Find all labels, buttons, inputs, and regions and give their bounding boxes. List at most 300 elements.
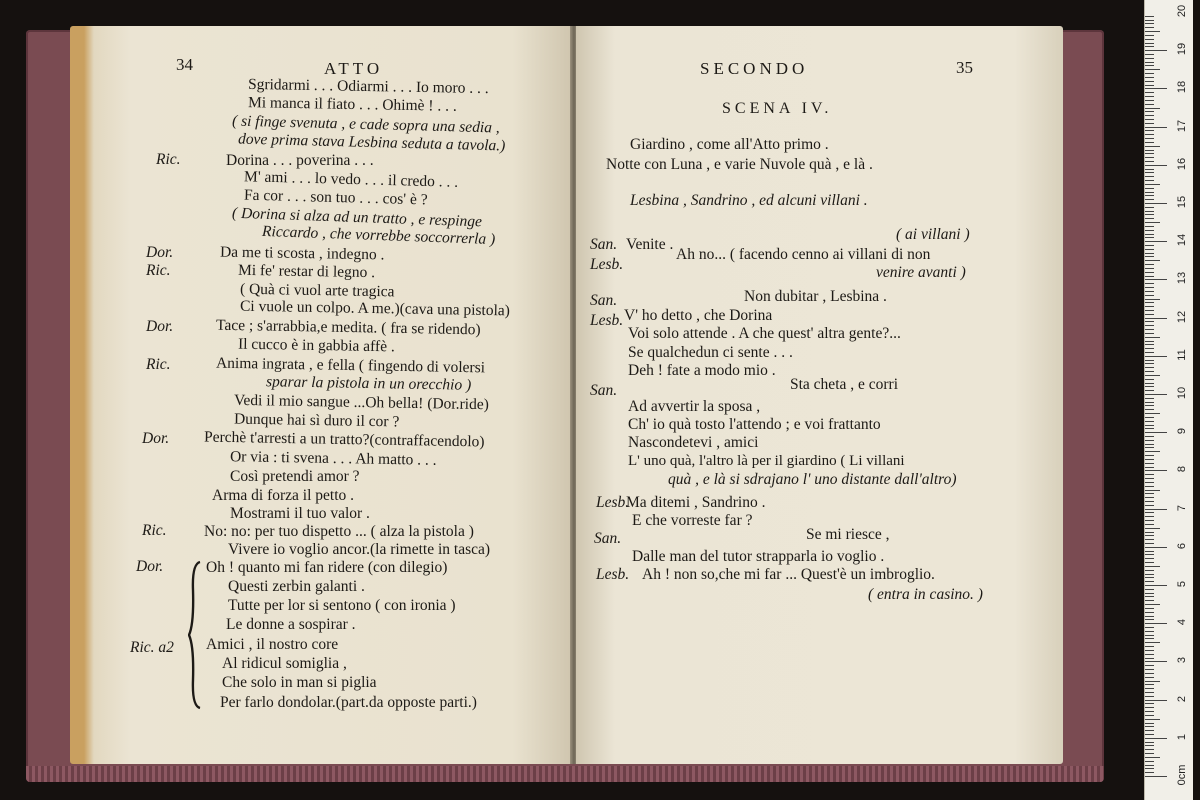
ruler-tick — [1145, 417, 1154, 418]
ruler-tick — [1145, 272, 1154, 273]
ruler-tick — [1145, 715, 1154, 716]
ruler-tick — [1145, 444, 1154, 445]
ruler-tick — [1145, 199, 1154, 200]
ruler-tick — [1145, 558, 1154, 559]
speaker-label: Lesb. — [590, 312, 624, 329]
ruler-tick — [1145, 379, 1154, 380]
verse-line: Ma ditemi , Sandrino . — [626, 494, 766, 511]
ruler-tick — [1145, 425, 1154, 426]
ruler-tick — [1145, 528, 1160, 529]
ruler-tick — [1145, 543, 1154, 544]
speaker-label: San. — [590, 382, 618, 399]
stage-direction: ( ai villani ) — [896, 226, 970, 243]
verse-line: Mostrami il tuo valor . — [230, 505, 370, 522]
ruler-tick — [1145, 673, 1154, 674]
ruler-tick — [1145, 100, 1154, 101]
ruler-tick — [1145, 707, 1154, 708]
ruler-tick — [1145, 108, 1160, 109]
ruler-tick — [1145, 333, 1154, 334]
ruler-tick — [1145, 482, 1154, 483]
ruler-tick — [1145, 325, 1154, 326]
ruler-tick — [1145, 726, 1154, 727]
ruler-tick — [1145, 127, 1167, 128]
speaker-label: Ric. — [142, 522, 167, 539]
ruler-tick — [1145, 341, 1154, 342]
ruler-tick — [1145, 432, 1167, 433]
ruler-tick — [1145, 627, 1154, 628]
verse-line: Ah ! non so,che mi far ... Quest'è un imbroglio. — [642, 566, 935, 583]
ruler-tick — [1145, 409, 1154, 410]
ruler-tick — [1145, 253, 1154, 254]
ruler-label: 13 — [1176, 272, 1188, 285]
ruler-tick — [1145, 516, 1154, 517]
ruler-tick — [1145, 749, 1154, 750]
verse-line: Vivere io voglio ancor.(la rimette in tasca) — [228, 541, 491, 558]
ruler-tick — [1145, 589, 1154, 590]
ruler-tick — [1145, 104, 1154, 105]
ruler-tick — [1145, 211, 1154, 212]
ruler-label: 11 — [1176, 349, 1188, 361]
ruler-tick — [1145, 81, 1154, 82]
ruler-tick — [1145, 497, 1154, 498]
ruler-tick — [1145, 62, 1154, 63]
ruler-tick — [1145, 505, 1154, 506]
ruler-tick — [1145, 69, 1160, 70]
ruler-tick — [1145, 768, 1154, 769]
ruler-tick — [1145, 184, 1160, 185]
ruler-tick — [1145, 390, 1154, 391]
left-page — [70, 26, 573, 764]
ruler-tick — [1145, 85, 1154, 86]
ruler-tick — [1145, 318, 1167, 319]
page-number-left: 34 — [176, 55, 193, 74]
ruler-tick — [1145, 268, 1154, 269]
ruler-tick — [1145, 455, 1154, 456]
ruler-tick — [1145, 692, 1154, 693]
ruler-tick — [1145, 146, 1160, 147]
ruler-tick — [1145, 436, 1154, 437]
ruler-tick — [1145, 43, 1154, 44]
verse-line: Questi zerbin galanti . — [228, 578, 365, 595]
ruler-tick — [1145, 470, 1167, 471]
ruler-tick — [1145, 276, 1154, 277]
ruler-tick — [1145, 509, 1167, 510]
stage-direction: venire avanti ) — [876, 264, 966, 281]
ruler-tick — [1145, 451, 1160, 452]
verse-line: M' ami . . . lo vedo . . . il credo . . . — [243, 168, 459, 191]
ruler-tick — [1145, 203, 1167, 204]
ruler-tick — [1145, 596, 1154, 597]
ruler-tick — [1145, 115, 1154, 116]
ruler-tick — [1145, 119, 1154, 120]
ruler-tick — [1145, 356, 1167, 357]
ruler-tick — [1145, 314, 1154, 315]
verse-line: Non dubitar , Lesbina . — [744, 288, 887, 305]
ruler-tick — [1145, 581, 1154, 582]
ruler-tick — [1145, 256, 1154, 257]
verse-line: Le donne a sospirar . — [226, 616, 356, 633]
ruler-tick — [1145, 92, 1154, 93]
ruler-tick — [1145, 138, 1154, 139]
verse-line: Per farlo dondolar.(part.da opposte parti.) — [220, 694, 477, 711]
right-page — [576, 26, 1063, 764]
verse-line: Amici , il nostro core — [206, 636, 339, 653]
verse-line: Arma di forza il petto . — [212, 487, 355, 504]
verse-line: Perchè t'arresti a un tratto?(contraffacendolo) — [203, 428, 485, 451]
ruler-tick — [1145, 608, 1154, 609]
ruler-tick — [1145, 360, 1154, 361]
ruler-tick — [1145, 16, 1154, 17]
ruler-tick — [1145, 570, 1154, 571]
ruler-tick — [1145, 612, 1154, 613]
ruler-tick — [1145, 245, 1154, 246]
stage-direction: ( entra in casino. ) — [868, 586, 983, 603]
ruler-tick — [1145, 757, 1160, 758]
speaker-label: Ric. — [146, 262, 171, 279]
verse-line: Nascondetevi , amici — [628, 434, 759, 451]
verse-line: Vedi il mio sangue ...Oh bella! (Dor.ride) — [233, 391, 489, 414]
setting-line: Notte con Luna , e varie Nuvole quà , e là . — [606, 156, 873, 173]
ruler-tick — [1145, 27, 1154, 28]
ruler-tick — [1145, 742, 1154, 743]
ruler-tick — [1145, 230, 1154, 231]
verse-line: E che vorreste far ? — [632, 512, 753, 529]
ruler-label: 2 — [1176, 695, 1188, 702]
ruler-tick — [1145, 54, 1154, 55]
ruler-label: 18 — [1176, 81, 1188, 94]
speaker-label: Dor. — [146, 318, 174, 335]
ruler-tick — [1145, 745, 1154, 746]
ruler-tick — [1145, 658, 1154, 659]
ruler-tick — [1145, 375, 1160, 376]
ruler-tick — [1145, 88, 1167, 89]
ruler-label: 9 — [1176, 428, 1188, 435]
ruler-label: 5 — [1176, 580, 1188, 588]
ruler-tick — [1145, 20, 1154, 21]
ruler-tick — [1145, 493, 1154, 494]
stage-direction: sparar la pistola in un orecchio ) — [265, 373, 472, 394]
ruler-tick — [1145, 776, 1167, 777]
ruler-tick — [1145, 241, 1167, 242]
verse-line: Dalle man del tutor strapparla io voglio . — [632, 548, 885, 565]
ruler-tick — [1145, 753, 1154, 754]
verse-line: Sgridarmi . . . Odiarmi . . . Io moro . . . — [247, 75, 489, 98]
ruler-tick — [1145, 623, 1167, 624]
verse-line: Da me ti scosta , indegno . — [219, 243, 385, 264]
verse-line: Deh ! fate a modo mio . — [628, 362, 776, 379]
ruler-label: 19 — [1176, 43, 1188, 56]
ruler-tick — [1145, 23, 1154, 24]
ruler-tick — [1145, 310, 1154, 311]
ruler-tick — [1145, 130, 1154, 131]
ruler-tick — [1145, 447, 1154, 448]
ruler-tick — [1145, 157, 1154, 158]
running-head-right: SECONDO — [700, 59, 809, 78]
ruler-tick — [1145, 642, 1160, 643]
ruler-label: 1 — [1176, 733, 1188, 740]
ruler-tick — [1145, 661, 1167, 662]
ruler-tick — [1145, 344, 1154, 345]
verse-line: Ad avvertir la sposa , — [628, 398, 761, 415]
running-head-left: ATTO — [324, 59, 384, 78]
ruler-tick — [1145, 711, 1154, 712]
ruler-tick — [1145, 577, 1154, 578]
ruler-tick — [1145, 723, 1154, 724]
verse-line: Tutte per lor si sentono ( con ironia ) — [228, 597, 456, 614]
ruler-tick — [1145, 222, 1160, 223]
speaker-label: Ric. a2 — [130, 639, 174, 656]
ruler-tick — [1145, 700, 1167, 701]
ruler-tick — [1145, 467, 1154, 468]
ruler-tick — [1145, 321, 1154, 322]
ruler-tick — [1145, 402, 1154, 403]
ruler-tick — [1145, 65, 1154, 66]
ruler-tick — [1145, 291, 1154, 292]
ruler-tick — [1145, 512, 1154, 513]
ruler-tick — [1145, 669, 1154, 670]
verse-line: ( Quà ci vuol arte tragica — [239, 280, 395, 301]
chorus-brace-icon — [188, 560, 202, 710]
ruler-tick — [1145, 337, 1160, 338]
ruler-tick — [1145, 383, 1154, 384]
ruler-label: 14 — [1176, 234, 1188, 247]
ruler-tick — [1145, 73, 1154, 74]
speaker-label: San. — [590, 236, 618, 253]
ruler-tick — [1145, 39, 1154, 40]
ruler-tick — [1145, 214, 1154, 215]
verse-line: Dunque hai sì duro il cor ? — [233, 410, 400, 431]
ruler-tick — [1145, 703, 1154, 704]
ruler-label: 12 — [1176, 310, 1188, 323]
ruler-tick — [1145, 486, 1154, 487]
ruler-label: 17 — [1176, 119, 1188, 132]
ruler-tick — [1145, 367, 1154, 368]
verse-line: Ci vuole un colpo. A me.)(cava una pistola) — [239, 297, 511, 320]
verse-line: Venite . — [626, 236, 674, 253]
ruler-tick — [1145, 176, 1154, 177]
ruler-tick — [1145, 604, 1160, 605]
ruler-tick — [1145, 539, 1154, 540]
ruler-tick — [1145, 413, 1160, 414]
ruler-tick — [1145, 730, 1154, 731]
ruler-tick — [1145, 734, 1154, 735]
setting-line: Giardino , come all'Atto primo . — [630, 136, 829, 153]
ruler-tick — [1145, 386, 1154, 387]
verse-line: Ah no... ( facendo cenno ai villani di non — [676, 246, 931, 263]
ruler-tick — [1145, 279, 1167, 280]
ruler-tick — [1145, 554, 1154, 555]
ruler-tick — [1145, 765, 1154, 766]
ruler-tick — [1145, 249, 1154, 250]
ruler-tick — [1145, 562, 1154, 563]
ruler-tick — [1145, 681, 1160, 682]
ruler-tick — [1145, 77, 1154, 78]
ruler-tick — [1145, 226, 1154, 227]
speaker-label: Ric. — [156, 151, 181, 168]
verse-line: Dorina . . . poverina . . . — [226, 152, 374, 169]
verse-line: Se qualchedun ci sente . . . — [628, 344, 793, 361]
ruler-tick — [1145, 352, 1154, 353]
speaker-label: Dor. — [146, 244, 174, 261]
ruler-tick — [1145, 31, 1160, 32]
ruler-tick — [1145, 635, 1154, 636]
ruler-tick — [1145, 287, 1154, 288]
ruler-tick — [1145, 532, 1154, 533]
ruler-label: 0cm — [1176, 764, 1188, 786]
verse-line: No: no: per tuo dispetto ... ( alza la pistola ) — [204, 523, 474, 540]
verse-line: Ch' io quà tosto l'attendo ; e voi frattanto — [628, 416, 881, 433]
ruler-tick — [1145, 684, 1154, 685]
ruler-tick — [1145, 46, 1154, 47]
ruler-tick — [1145, 58, 1154, 59]
ruler-tick — [1145, 524, 1154, 525]
ruler-tick — [1145, 195, 1154, 196]
ruler-tick — [1145, 234, 1154, 235]
ruler-tick — [1145, 218, 1154, 219]
speaker-label: Lesb. — [596, 566, 630, 583]
verse-line: Oh ! quanto mi fan ridere (con dilegio) — [206, 559, 448, 576]
ruler-tick — [1145, 96, 1154, 97]
ruler-tick — [1145, 398, 1154, 399]
ruler-tick — [1145, 306, 1154, 307]
stage-direction: quà , e là si sdrajano l' uno distante dall'altro) — [668, 471, 957, 488]
ruler-tick — [1145, 428, 1154, 429]
verse-line: L' uno quà, l'altro là per il giardino ( Li villani — [628, 453, 905, 469]
ruler-tick — [1145, 150, 1154, 151]
ruler-tick — [1145, 264, 1154, 265]
ruler-tick — [1145, 169, 1154, 170]
ruler-tick — [1145, 520, 1154, 521]
scene-title: SCENA IV. — [722, 100, 833, 117]
ruler-tick — [1145, 153, 1154, 154]
ruler-tick — [1145, 490, 1160, 491]
speaker-label: Lesb. — [596, 494, 630, 511]
stage-direction: Riccardo , che vorrebbe soccorrerla ) — [261, 222, 496, 249]
ruler-tick — [1145, 463, 1154, 464]
verse-line: Tace ; s'arrabbia,e medita. ( fra se ridendo) — [215, 316, 481, 339]
ruler-tick — [1145, 260, 1160, 261]
ruler-tick — [1145, 616, 1154, 617]
ruler-tick — [1145, 619, 1154, 620]
ruler-tick — [1145, 677, 1154, 678]
speaker-label: Dor. — [142, 430, 170, 447]
verse-line: Fa cor . . . son tuo . . . cos' è ? — [243, 186, 428, 209]
ruler-tick — [1145, 161, 1154, 162]
ruler-label: 16 — [1176, 157, 1188, 170]
ruler-tick — [1145, 299, 1160, 300]
ruler-tick — [1145, 665, 1154, 666]
verse-line: Se mi riesce , — [806, 526, 890, 543]
ruler-tick — [1145, 738, 1167, 739]
ruler-tick — [1145, 180, 1154, 181]
ruler-tick — [1145, 302, 1154, 303]
ruler-tick — [1145, 123, 1154, 124]
ruler-label: 6 — [1176, 542, 1188, 549]
stage-direction: ( si finge svenuta , e cade sopra una sedia , — [231, 112, 500, 137]
ruler-tick — [1145, 142, 1154, 143]
ruler-tick — [1145, 772, 1154, 773]
ruler-label: 15 — [1176, 195, 1188, 209]
ruler-tick — [1145, 696, 1154, 697]
character-list: Lesbina , Sandrino , ed alcuni villani . — [630, 192, 868, 209]
ruler-label: 20 — [1176, 4, 1188, 18]
ruler-tick — [1145, 363, 1154, 364]
ruler-tick — [1145, 566, 1160, 567]
verse-line: V' ho detto , che Dorina — [624, 307, 773, 324]
ruler-label: 4 — [1176, 619, 1188, 626]
ruler-label: 7 — [1176, 504, 1188, 511]
ruler-tick — [1145, 646, 1154, 647]
verse-line: Così pretendi amor ? — [230, 468, 360, 485]
ruler-label: 3 — [1176, 657, 1188, 664]
ruler-tick — [1145, 585, 1167, 586]
ruler-label: 8 — [1176, 466, 1188, 473]
verse-line: Or via : ti svena . . . Ah matto . . . — [229, 448, 437, 469]
verse-line: Mi fe' restar di legno . — [237, 261, 376, 282]
ruler-tick — [1145, 478, 1154, 479]
speaker-label: San. — [594, 530, 622, 547]
verse-line: Anima ingrata , e fella ( fingendo di volersi — [215, 354, 486, 377]
speaker-label: Lesb. — [590, 256, 624, 273]
ruler-tick — [1145, 165, 1167, 166]
ruler-tick — [1145, 35, 1154, 36]
speaker-label: Ric. — [146, 356, 171, 373]
ruler-tick — [1145, 551, 1154, 552]
ruler-tick — [1145, 501, 1154, 502]
verse-line: Mi manca il fiato . . . Ohimè ! . . . — [247, 94, 457, 115]
verse-line: Voi solo attende . A che quest' altra gente?... — [628, 325, 901, 342]
measuring-ruler — [1144, 0, 1193, 800]
ruler-tick — [1145, 134, 1154, 135]
ruler-tick — [1145, 688, 1154, 689]
ruler-tick — [1145, 600, 1154, 601]
verse-line: Al ridicul somiglia , — [222, 655, 347, 672]
stage-direction: ( Dorina si alza ad un tratto , e respinge — [231, 204, 483, 231]
ruler-tick — [1145, 371, 1154, 372]
ruler-tick — [1145, 547, 1167, 548]
ruler-tick — [1145, 348, 1154, 349]
ruler-tick — [1145, 474, 1154, 475]
ruler-tick — [1145, 329, 1154, 330]
page-number-right: 35 — [956, 58, 973, 77]
ruler-label: 10 — [1176, 386, 1188, 400]
ruler-tick — [1145, 188, 1154, 189]
speaker-label: San. — [590, 292, 618, 309]
verse-line: Il cucco è in gabbia affè . — [237, 335, 395, 356]
ruler-tick — [1145, 535, 1154, 536]
ruler-tick — [1145, 719, 1160, 720]
ruler-tick — [1145, 459, 1154, 460]
ruler-tick — [1145, 421, 1154, 422]
ruler-tick — [1145, 650, 1154, 651]
ruler-tick — [1145, 283, 1154, 284]
ruler-tick — [1145, 593, 1154, 594]
ruler-tick — [1145, 172, 1154, 173]
ruler-tick — [1145, 50, 1167, 51]
ruler-tick — [1145, 192, 1154, 193]
ruler-tick — [1145, 440, 1154, 441]
stage-direction: dove prima stava Lesbina seduta a tavola.) — [237, 130, 506, 155]
ruler-tick — [1145, 761, 1154, 762]
ruler-tick — [1145, 394, 1167, 395]
speaker-label: Dor. — [136, 558, 164, 575]
verse-line: Sta cheta , e corri — [790, 376, 899, 393]
ruler-tick — [1145, 654, 1154, 655]
verse-line: Che solo in man si piglia — [222, 674, 377, 691]
ruler-tick — [1145, 295, 1154, 296]
ruler-tick — [1145, 405, 1154, 406]
ruler-tick — [1145, 207, 1154, 208]
